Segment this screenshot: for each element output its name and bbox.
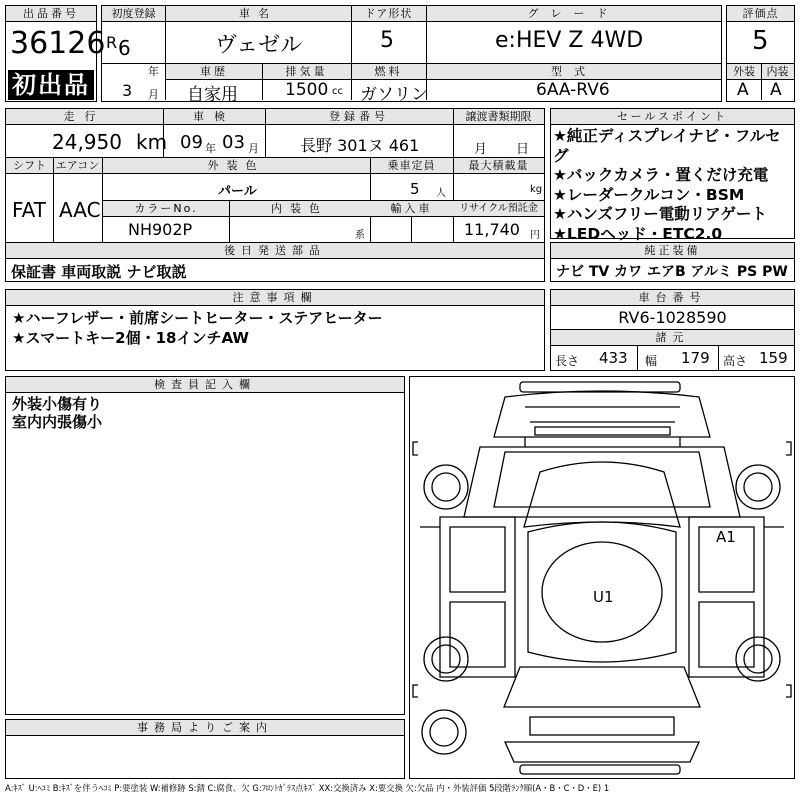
first-reg-era: R <box>106 33 118 52</box>
recycle-value: 11,740 <box>464 220 520 239</box>
ac-label: エアコン <box>53 158 102 174</box>
insp-year-unit: 年 <box>205 142 216 155</box>
reg-number: 長野 301ヌ 461 <box>300 136 420 155</box>
first-reg-label: 初度登録 <box>102 6 165 22</box>
inspection-label: 車検 <box>163 109 265 125</box>
interior-value: A <box>770 80 782 100</box>
fuel-value: ガソリン <box>360 85 428 105</box>
ext-color-value: パール <box>218 184 257 199</box>
lot-number: 36126 <box>10 26 106 61</box>
height-label: 高さ <box>723 354 748 368</box>
lot-label: 出品番号 <box>6 6 96 22</box>
capacity-label: 乗車定員 <box>370 158 453 174</box>
later-value: 保証書 車両取説 ナビ取説 <box>11 263 187 281</box>
exterior-value: A <box>737 80 749 100</box>
grade-value: e:HEV Z 4WD <box>495 28 644 53</box>
equip-value: ナビ TV カワ エアB アルミ PS PW <box>556 264 788 280</box>
selling-point: ★バックカメラ・置くだけ充電 <box>553 166 769 185</box>
int-color-label: 内装色 <box>229 201 370 217</box>
selling-point: ★LEDヘッド・ETC2.0 <box>553 224 723 243</box>
model-label: 型式 <box>427 64 721 80</box>
first-reg-month: 3 <box>122 81 133 100</box>
fuel-label: 燃料 <box>351 64 426 80</box>
inspector-label: 検査員記入欄 <box>6 377 404 393</box>
year-unit: 年 <box>148 65 159 78</box>
first-listing-badge: 初出品 <box>8 70 94 100</box>
selling-points <box>553 127 794 245</box>
capacity-value: 5 <box>410 180 420 198</box>
caution-label: 注意事項欄 <box>6 290 544 306</box>
caution-line: ★スマートキー2個・18インチAW <box>12 329 249 347</box>
equip-label: 純正装備 <box>551 243 794 259</box>
import-label: 輸入車 <box>370 201 453 217</box>
load-unit: kg <box>530 184 543 195</box>
displacement-value: 1500 <box>285 80 329 100</box>
selling-point: ★レーダークルコン・BSM <box>553 185 745 204</box>
first-reg-year: 6 <box>118 36 131 60</box>
selling-box <box>550 108 795 243</box>
exterior-label: 外装 <box>727 64 761 80</box>
mileage-value: 24,950 <box>52 130 122 154</box>
color-no-value: NH902P <box>128 220 193 239</box>
yen-unit: 円 <box>530 230 540 241</box>
office-box <box>5 719 405 779</box>
recycle-label: リサイクル預託金 <box>453 201 544 217</box>
inspector-line: 室内内張傷小 <box>12 413 103 431</box>
height-value: 159 <box>759 349 788 367</box>
selling-point: ★ハンズフリー電動リアゲート <box>553 205 767 224</box>
transfer-day: 日 <box>516 142 530 157</box>
length-label: 長さ <box>555 354 580 368</box>
color-no-label: カラーNo. <box>103 201 229 217</box>
car-diagram <box>410 377 794 778</box>
specs-label: 諸元 <box>551 330 794 346</box>
capacity-unit: 人 <box>436 188 446 199</box>
chassis-box <box>550 289 795 371</box>
insp-month: 03 <box>222 132 245 153</box>
width-value: 179 <box>681 349 710 367</box>
reg-label: 登録番号 <box>265 109 453 125</box>
displacement-label: 排気量 <box>262 64 351 80</box>
diagram-mark-a1: A1 <box>716 528 736 546</box>
int-color-suffix: 系 <box>355 230 365 241</box>
selling-label: セールスポイント <box>551 109 794 125</box>
width-label: 幅 <box>645 354 658 368</box>
caution-box <box>5 289 545 371</box>
diagram-mark-u1: U1 <box>593 588 614 606</box>
history-value: 自家用 <box>187 85 238 105</box>
caution-line: ★ハーフレザー・前席シートヒーター・ステアヒーター <box>12 309 383 327</box>
diagram-box <box>409 376 795 779</box>
score-label: 評価点 <box>727 6 794 22</box>
caution-lines <box>12 308 383 348</box>
grade-label: グレード <box>426 6 721 22</box>
shift-value: FAT <box>12 198 47 222</box>
insp-year: 09 <box>180 132 203 153</box>
mileage-label: 走行 <box>6 109 163 125</box>
insp-month-unit: 月 <box>248 142 259 155</box>
car-name: ヴェゼル <box>215 33 303 58</box>
lot-box <box>5 5 106 102</box>
chassis-label: 車台番号 <box>551 290 794 306</box>
ext-color-label: 外装色 <box>102 158 370 174</box>
history-label: 車歴 <box>166 64 262 80</box>
later-label: 後日発送部品 <box>6 243 544 259</box>
equip-box <box>550 242 795 282</box>
interior-label: 内装 <box>761 64 794 80</box>
door-label: ドア形状 <box>351 6 426 22</box>
name-label: 車名 <box>165 6 351 22</box>
office-label: 事務局よりご案内 <box>6 720 404 736</box>
inspector-line: 外装小傷有り <box>12 395 103 413</box>
shift-label: シフト <box>6 158 53 174</box>
month-unit: 月 <box>148 88 159 101</box>
load-label: 最大積載量 <box>453 158 544 174</box>
ac-value: AAC <box>59 198 101 222</box>
inspector-box <box>5 376 405 715</box>
door-type: 5 <box>380 28 394 53</box>
legend: A:ｷｽﾞ U:ﾍｺﾐ B:ｷｽﾞを伴うﾍｺﾐ P:要塗装 W:補修跡 S:錆 C:腐食、欠 G:ﾌﾛﾝﾄｶﾞﾗｽ点ｷｽﾞ XX:交換済み X:要交換 欠:欠品 内・外装評価 5段階ﾗﾝｸ順(A・B・C・D・E) 1 <box>5 783 610 793</box>
model-value: 6AA-RV6 <box>536 80 610 100</box>
transfer-label: 譲渡書類期限 <box>453 109 544 125</box>
selling-point: ★純正ディスプレイナビ・フルセグ <box>553 127 781 165</box>
km-unit: km <box>136 130 168 154</box>
inspector-lines <box>12 395 102 431</box>
chassis-value: RV6-1028590 <box>618 308 727 327</box>
transfer-month: 月 <box>474 142 488 157</box>
score-value: 5 <box>752 26 769 56</box>
cc-unit: cc <box>332 86 343 97</box>
length-value: 433 <box>599 349 628 367</box>
